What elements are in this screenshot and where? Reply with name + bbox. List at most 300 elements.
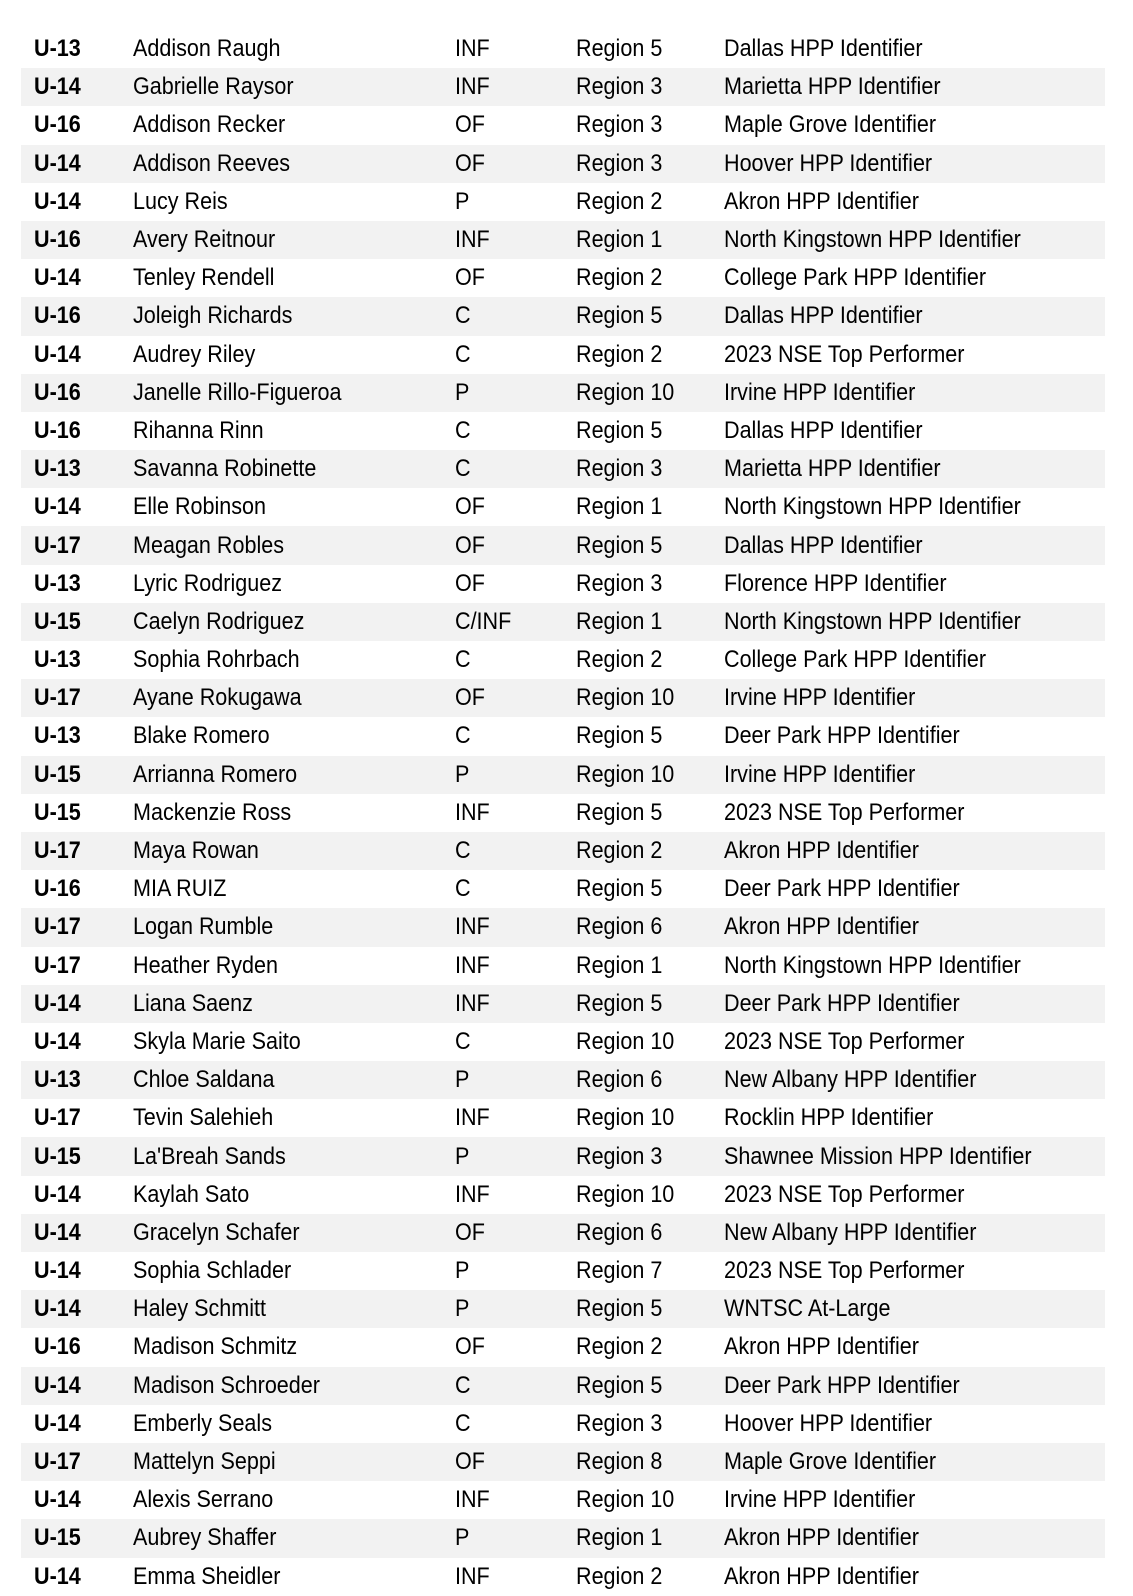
qualifying-event-cell <box>724 1367 1105 1405</box>
region-cell <box>576 947 724 985</box>
qualifying-event-cell <box>724 1176 1105 1214</box>
position-cell <box>455 1443 576 1481</box>
table-row <box>21 1214 1105 1252</box>
qualifying-event-cell <box>724 985 1105 1023</box>
age-group-cell-text: U-14 <box>34 1027 81 1055</box>
player-name-cell-text: Janelle Rillo-Figueroa <box>133 378 342 406</box>
age-group-cell-text: U-16 <box>34 302 81 330</box>
player-name-cell-text: Meagan Robles <box>133 531 285 559</box>
player-name-cell <box>133 221 455 259</box>
position-cell-text: P <box>455 1142 470 1170</box>
position-cell <box>455 68 576 106</box>
table-row <box>21 1519 1105 1557</box>
age-group-cell-text: U-16 <box>34 416 81 444</box>
qualifying-event-cell <box>724 259 1105 297</box>
qualifying-event-cell-text: Akron HPP Identifier <box>724 913 919 941</box>
position-cell-text: OF <box>455 149 485 177</box>
region-cell-text: Region 1 <box>576 607 663 635</box>
qualifying-event-cell-text: Rocklin HPP Identifier <box>724 1104 934 1132</box>
position-cell <box>455 1328 576 1366</box>
region-cell-text: Region 10 <box>576 378 675 406</box>
position-cell <box>455 297 576 335</box>
player-name-cell <box>133 832 455 870</box>
region-cell <box>576 908 724 946</box>
region-cell <box>576 450 724 488</box>
region-cell-text: Region 2 <box>576 837 663 865</box>
age-group-cell <box>21 832 133 870</box>
region-cell-text: Region 3 <box>576 1142 663 1170</box>
player-name-cell <box>133 1405 455 1443</box>
qualifying-event-cell <box>724 30 1105 68</box>
player-name-cell <box>133 1519 455 1557</box>
region-cell <box>576 1252 724 1290</box>
position-cell-text: C <box>455 646 471 674</box>
table-row <box>21 1443 1105 1481</box>
qualifying-event-cell-text: Marietta HPP Identifier <box>724 73 941 101</box>
region-cell <box>576 374 724 412</box>
region-cell-text: Region 10 <box>576 684 675 712</box>
qualifying-event-cell-text: Hoover HPP Identifier <box>724 1409 933 1437</box>
qualifying-event-cell-text: North Kingstown HPP Identifier <box>724 493 1021 521</box>
player-name-cell-text: Alexis Serrano <box>133 1486 274 1514</box>
player-name-cell <box>133 1023 455 1061</box>
age-group-cell <box>21 794 133 832</box>
region-cell <box>576 1137 724 1175</box>
qualifying-event-cell <box>724 412 1105 450</box>
player-name-cell-text: Lucy Reis <box>133 187 228 215</box>
position-cell-text: C <box>455 722 471 750</box>
region-cell-text: Region 10 <box>576 1180 675 1208</box>
qualifying-event-cell <box>724 1405 1105 1443</box>
age-group-cell <box>21 1137 133 1175</box>
age-group-cell <box>21 1405 133 1443</box>
player-name-cell-text: Caelyn Rodriguez <box>133 607 305 635</box>
player-name-cell <box>133 1443 455 1481</box>
table-row <box>21 1137 1105 1175</box>
position-cell <box>455 526 576 564</box>
region-cell-text: Region 8 <box>576 1448 663 1476</box>
position-cell <box>455 183 576 221</box>
qualifying-event-cell <box>724 1137 1105 1175</box>
position-cell-text: INF <box>455 1562 490 1590</box>
age-group-cell <box>21 1519 133 1557</box>
age-group-cell-text: U-13 <box>34 35 81 63</box>
player-name-cell <box>133 488 455 526</box>
qualifying-event-cell <box>724 641 1105 679</box>
table-row <box>21 259 1105 297</box>
region-cell <box>576 106 724 144</box>
table-row <box>21 679 1105 717</box>
player-name-cell-text: Addison Raugh <box>133 35 281 63</box>
position-cell <box>455 221 576 259</box>
qualifying-event-cell-text: Florence HPP Identifier <box>724 569 947 597</box>
player-name-cell <box>133 1214 455 1252</box>
qualifying-event-cell-text: New Albany HPP Identifier <box>724 1218 977 1246</box>
position-cell <box>455 30 576 68</box>
region-cell-text: Region 3 <box>576 111 663 139</box>
region-cell <box>576 870 724 908</box>
age-group-cell <box>21 106 133 144</box>
position-cell-text: INF <box>455 951 490 979</box>
qualifying-event-cell-text: Deer Park HPP Identifier <box>724 1371 960 1399</box>
player-name-cell <box>133 1099 455 1137</box>
player-name-cell-text: Elle Robinson <box>133 493 267 521</box>
qualifying-event-cell <box>724 450 1105 488</box>
player-name-cell <box>133 1367 455 1405</box>
qualifying-event-cell <box>724 870 1105 908</box>
age-group-cell-text: U-17 <box>34 951 81 979</box>
qualifying-event-cell <box>724 603 1105 641</box>
region-cell <box>576 1290 724 1328</box>
position-cell-text: P <box>455 760 470 788</box>
position-cell <box>455 1176 576 1214</box>
player-name-cell <box>133 106 455 144</box>
age-group-cell-text: U-15 <box>34 1524 81 1552</box>
player-name-cell <box>133 679 455 717</box>
region-cell-text: Region 10 <box>576 1104 675 1132</box>
region-cell-text: Region 2 <box>576 187 663 215</box>
age-group-cell <box>21 908 133 946</box>
region-cell <box>576 336 724 374</box>
table-row <box>21 1176 1105 1214</box>
player-name-cell-text: Madison Schmitz <box>133 1333 298 1361</box>
region-cell-text: Region 5 <box>576 989 663 1017</box>
qualifying-event-cell <box>724 1099 1105 1137</box>
position-cell <box>455 106 576 144</box>
age-group-cell <box>21 145 133 183</box>
age-group-cell <box>21 1061 133 1099</box>
qualifying-event-cell-text: North Kingstown HPP Identifier <box>724 607 1021 635</box>
position-cell-text: P <box>455 1066 470 1094</box>
player-name-cell <box>133 1176 455 1214</box>
age-group-cell-text: U-15 <box>34 1142 81 1170</box>
qualifying-event-cell-text: College Park HPP Identifier <box>724 264 987 292</box>
age-group-cell <box>21 1481 133 1519</box>
qualifying-event-cell-text: Irvine HPP Identifier <box>724 760 916 788</box>
player-name-cell-text: Tevin Salehieh <box>133 1104 274 1132</box>
region-cell-text: Region 7 <box>576 1257 663 1285</box>
region-cell-text: Region 3 <box>576 1409 663 1437</box>
age-group-cell <box>21 603 133 641</box>
position-cell <box>455 1405 576 1443</box>
position-cell <box>455 1290 576 1328</box>
qualifying-event-cell <box>724 221 1105 259</box>
position-cell-text: OF <box>455 569 485 597</box>
age-group-cell-text: U-14 <box>34 1257 81 1285</box>
region-cell-text: Region 1 <box>576 226 663 254</box>
age-group-cell <box>21 641 133 679</box>
table-row <box>21 794 1105 832</box>
player-name-cell <box>133 1328 455 1366</box>
table-row <box>21 1061 1105 1099</box>
qualifying-event-cell <box>724 145 1105 183</box>
position-cell <box>455 1214 576 1252</box>
region-cell-text: Region 3 <box>576 149 663 177</box>
position-cell <box>455 1099 576 1137</box>
qualifying-event-cell <box>724 68 1105 106</box>
player-name-cell <box>133 641 455 679</box>
roster-table <box>21 30 1105 1596</box>
player-name-cell <box>133 870 455 908</box>
player-name-cell <box>133 947 455 985</box>
table-row <box>21 1558 1105 1596</box>
age-group-cell-text: U-17 <box>34 531 81 559</box>
position-cell <box>455 679 576 717</box>
region-cell-text: Region 5 <box>576 531 663 559</box>
player-name-cell-text: Aubrey Shaffer <box>133 1524 277 1552</box>
player-name-cell-text: Emma Sheidler <box>133 1562 281 1590</box>
player-name-cell-text: Blake Romero <box>133 722 270 750</box>
region-cell <box>576 1481 724 1519</box>
position-cell <box>455 488 576 526</box>
qualifying-event-cell <box>724 183 1105 221</box>
qualifying-event-cell <box>724 1519 1105 1557</box>
player-name-cell-text: La'Breah Sands <box>133 1142 286 1170</box>
player-name-cell <box>133 374 455 412</box>
qualifying-event-cell <box>724 1481 1105 1519</box>
position-cell-text: INF <box>455 1104 490 1132</box>
table-row <box>21 526 1105 564</box>
age-group-cell-text: U-14 <box>34 1371 81 1399</box>
age-group-cell-text: U-17 <box>34 1448 81 1476</box>
qualifying-event-cell-text: Akron HPP Identifier <box>724 1524 919 1552</box>
region-cell-text: Region 3 <box>576 569 663 597</box>
age-group-cell-text: U-14 <box>34 1218 81 1246</box>
age-group-cell-text: U-14 <box>34 1409 81 1437</box>
table-row <box>21 908 1105 946</box>
qualifying-event-cell <box>724 297 1105 335</box>
player-name-cell-text: Mackenzie Ross <box>133 798 292 826</box>
position-cell-text: P <box>455 187 470 215</box>
region-cell-text: Region 6 <box>576 1218 663 1246</box>
position-cell <box>455 756 576 794</box>
qualifying-event-cell-text: Deer Park HPP Identifier <box>724 875 960 903</box>
player-name-cell-text: Skyla Marie Saito <box>133 1027 301 1055</box>
player-name-cell-text: Kaylah Sato <box>133 1180 250 1208</box>
position-cell <box>455 1519 576 1557</box>
region-cell-text: Region 2 <box>576 1562 663 1590</box>
table-row <box>21 832 1105 870</box>
player-name-cell-text: Gabrielle Raysor <box>133 73 294 101</box>
region-cell-text: Region 10 <box>576 1486 675 1514</box>
position-cell-text: INF <box>455 798 490 826</box>
player-name-cell-text: Heather Ryden <box>133 951 279 979</box>
qualifying-event-cell-text: Deer Park HPP Identifier <box>724 722 960 750</box>
table-row <box>21 1328 1105 1366</box>
age-group-cell <box>21 985 133 1023</box>
position-cell-text: INF <box>455 35 490 63</box>
table-row <box>21 30 1105 68</box>
age-group-cell-text: U-16 <box>34 378 81 406</box>
qualifying-event-cell-text: Akron HPP Identifier <box>724 1333 919 1361</box>
region-cell <box>576 488 724 526</box>
region-cell-text: Region 3 <box>576 455 663 483</box>
region-cell <box>576 1443 724 1481</box>
player-name-cell <box>133 908 455 946</box>
region-cell-text: Region 10 <box>576 1027 675 1055</box>
region-cell-text: Region 10 <box>576 760 675 788</box>
region-cell-text: Region 2 <box>576 340 663 368</box>
region-cell-text: Region 1 <box>576 1524 663 1552</box>
age-group-cell <box>21 756 133 794</box>
player-name-cell-text: Logan Rumble <box>133 913 274 941</box>
age-group-cell <box>21 1176 133 1214</box>
player-name-cell <box>133 30 455 68</box>
position-cell-text: C <box>455 1371 471 1399</box>
age-group-cell <box>21 1214 133 1252</box>
region-cell <box>576 145 724 183</box>
age-group-cell-text: U-13 <box>34 569 81 597</box>
position-cell <box>455 1252 576 1290</box>
qualifying-event-cell <box>724 565 1105 603</box>
player-name-cell <box>133 565 455 603</box>
position-cell-text: OF <box>455 111 485 139</box>
position-cell <box>455 603 576 641</box>
age-group-cell-text: U-16 <box>34 875 81 903</box>
table-row <box>21 183 1105 221</box>
position-cell-text: INF <box>455 226 490 254</box>
player-name-cell <box>133 756 455 794</box>
age-group-cell <box>21 1023 133 1061</box>
table-row <box>21 106 1105 144</box>
age-group-cell-text: U-16 <box>34 226 81 254</box>
qualifying-event-cell <box>724 374 1105 412</box>
table-row <box>21 145 1105 183</box>
player-name-cell-text: MIA RUIZ <box>133 875 227 903</box>
age-group-cell <box>21 1328 133 1366</box>
position-cell <box>455 374 576 412</box>
player-name-cell <box>133 717 455 755</box>
region-cell <box>576 1519 724 1557</box>
region-cell <box>576 1328 724 1366</box>
player-name-cell-text: Addison Recker <box>133 111 286 139</box>
position-cell-text: OF <box>455 264 485 292</box>
age-group-cell-text: U-14 <box>34 264 81 292</box>
player-name-cell <box>133 1481 455 1519</box>
table-row <box>21 1099 1105 1137</box>
age-group-cell-text: U-14 <box>34 1562 81 1590</box>
region-cell <box>576 679 724 717</box>
qualifying-event-cell <box>724 679 1105 717</box>
qualifying-event-cell-text: New Albany HPP Identifier <box>724 1066 977 1094</box>
region-cell <box>576 221 724 259</box>
qualifying-event-cell-text: Dallas HPP Identifier <box>724 531 923 559</box>
player-name-cell-text: Sophia Schlader <box>133 1257 292 1285</box>
age-group-cell-text: U-16 <box>34 1333 81 1361</box>
player-name-cell-text: Avery Reitnour <box>133 226 276 254</box>
qualifying-event-cell <box>724 336 1105 374</box>
player-name-cell-text: Madison Schroeder <box>133 1371 320 1399</box>
table-row <box>21 221 1105 259</box>
age-group-cell-text: U-14 <box>34 1180 81 1208</box>
age-group-cell-text: U-14 <box>34 340 81 368</box>
position-cell <box>455 832 576 870</box>
age-group-cell <box>21 488 133 526</box>
position-cell-text: P <box>455 1524 470 1552</box>
qualifying-event-cell-text: Dallas HPP Identifier <box>724 302 923 330</box>
position-cell <box>455 1367 576 1405</box>
age-group-cell-text: U-14 <box>34 73 81 101</box>
region-cell <box>576 1061 724 1099</box>
age-group-cell <box>21 1558 133 1596</box>
qualifying-event-cell-text: WNTSC At-Large <box>724 1295 891 1323</box>
age-group-cell <box>21 565 133 603</box>
player-name-cell-text: Rihanna Rinn <box>133 416 264 444</box>
region-cell-text: Region 2 <box>576 646 663 674</box>
age-group-cell <box>21 183 133 221</box>
position-cell-text: INF <box>455 73 490 101</box>
qualifying-event-cell-text: Akron HPP Identifier <box>724 837 919 865</box>
region-cell-text: Region 5 <box>576 1371 663 1399</box>
age-group-cell-text: U-14 <box>34 1295 81 1323</box>
qualifying-event-cell-text: Shawnee Mission HPP Identifier <box>724 1142 1032 1170</box>
qualifying-event-cell-text: 2023 NSE Top Performer <box>724 798 965 826</box>
position-cell-text: INF <box>455 989 490 1017</box>
age-group-cell <box>21 336 133 374</box>
region-cell <box>576 1099 724 1137</box>
qualifying-event-cell <box>724 1328 1105 1366</box>
player-name-cell-text: Sophia Rohrbach <box>133 646 300 674</box>
age-group-cell-text: U-17 <box>34 1104 81 1132</box>
player-name-cell <box>133 526 455 564</box>
table-row <box>21 1252 1105 1290</box>
qualifying-event-cell <box>724 756 1105 794</box>
table-row <box>21 68 1105 106</box>
qualifying-event-cell-text: Irvine HPP Identifier <box>724 1486 916 1514</box>
qualifying-event-cell <box>724 106 1105 144</box>
age-group-cell <box>21 221 133 259</box>
age-group-cell <box>21 1290 133 1328</box>
qualifying-event-cell <box>724 947 1105 985</box>
age-group-cell <box>21 526 133 564</box>
qualifying-event-cell-text: 2023 NSE Top Performer <box>724 340 965 368</box>
table-row <box>21 412 1105 450</box>
player-name-cell <box>133 336 455 374</box>
player-name-cell-text: Gracelyn Schafer <box>133 1218 300 1246</box>
position-cell <box>455 145 576 183</box>
table-row <box>21 1481 1105 1519</box>
player-name-cell <box>133 297 455 335</box>
age-group-cell <box>21 259 133 297</box>
player-name-cell-text: Chloe Saldana <box>133 1066 275 1094</box>
player-name-cell-text: Maya Rowan <box>133 837 259 865</box>
qualifying-event-cell-text: College Park HPP Identifier <box>724 646 987 674</box>
region-cell-text: Region 5 <box>576 302 663 330</box>
qualifying-event-cell-text: North Kingstown HPP Identifier <box>724 951 1021 979</box>
region-cell-text: Region 5 <box>576 875 663 903</box>
qualifying-event-cell-text: Akron HPP Identifier <box>724 1562 919 1590</box>
age-group-cell <box>21 412 133 450</box>
region-cell <box>576 259 724 297</box>
position-cell-text: C <box>455 340 471 368</box>
player-name-cell-text: Ayane Rokugawa <box>133 684 302 712</box>
position-cell <box>455 985 576 1023</box>
qualifying-event-cell <box>724 794 1105 832</box>
position-cell-text: C <box>455 302 471 330</box>
position-cell <box>455 794 576 832</box>
region-cell-text: Region 5 <box>576 798 663 826</box>
table-row <box>21 336 1105 374</box>
player-name-cell-text: Joleigh Richards <box>133 302 293 330</box>
region-cell <box>576 832 724 870</box>
qualifying-event-cell-text: Maple Grove Identifier <box>724 111 937 139</box>
region-cell <box>576 297 724 335</box>
qualifying-event-cell <box>724 1558 1105 1596</box>
age-group-cell-text: U-13 <box>34 1066 81 1094</box>
age-group-cell-text: U-13 <box>34 455 81 483</box>
position-cell-text: OF <box>455 684 485 712</box>
region-cell <box>576 68 724 106</box>
